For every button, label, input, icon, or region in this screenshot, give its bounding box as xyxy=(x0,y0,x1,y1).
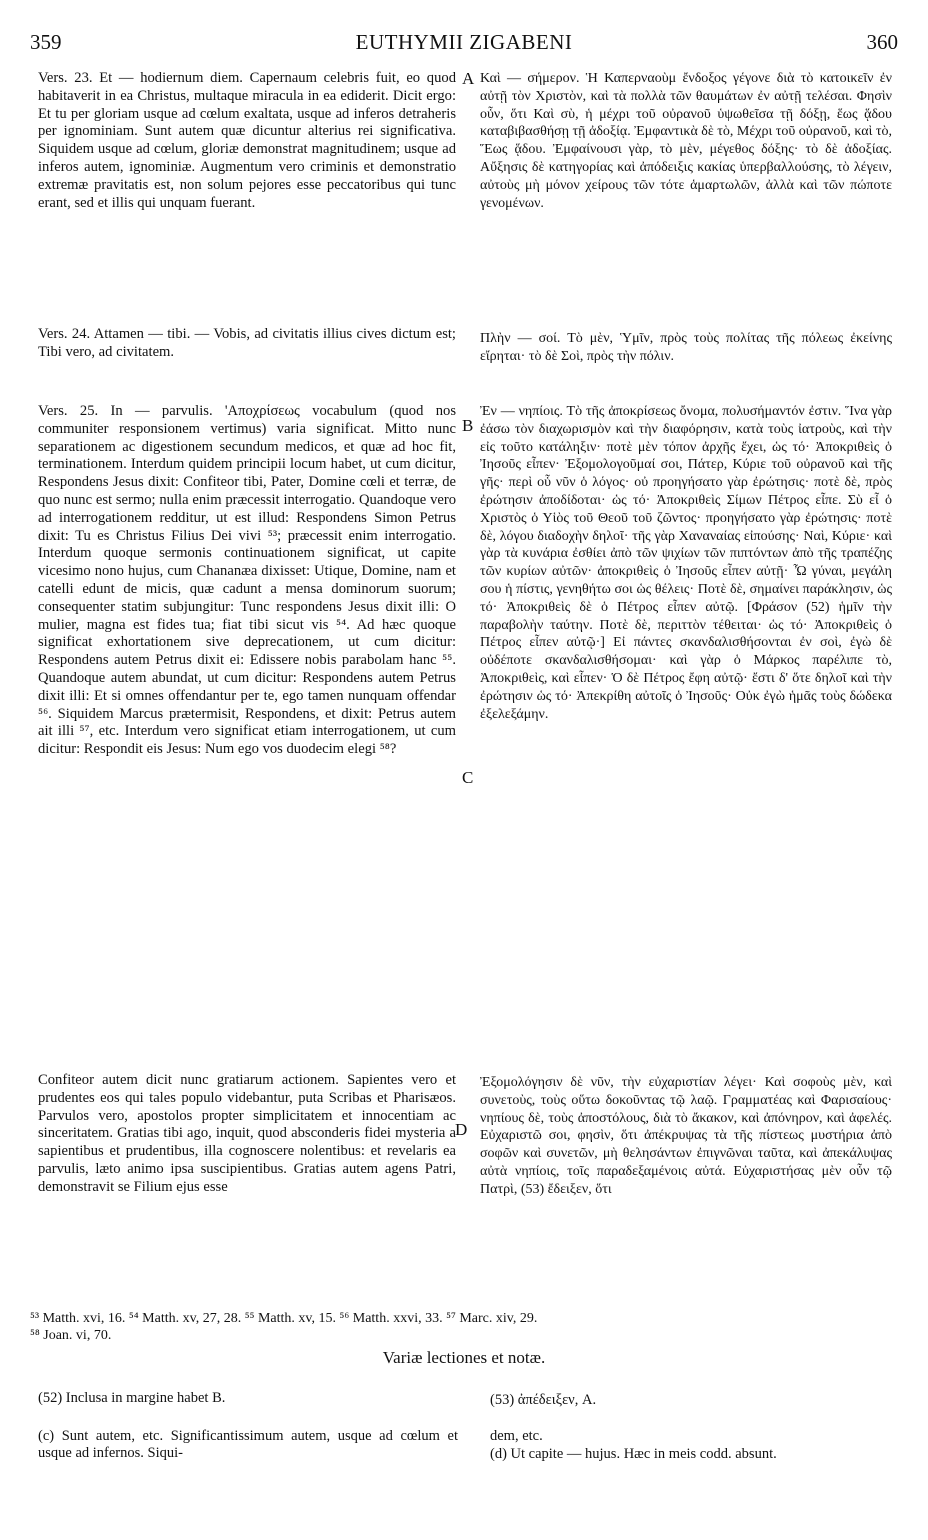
page-number-right: 360 xyxy=(866,30,898,54)
variant-note-c-cont: dem, etc. xyxy=(490,1428,543,1444)
greek-vers-25: Ἐν — νηπίοις. Τὸ τῆς ἀποκρίσεως ὄνομα, πολυσήμαντόν ἐστιν. Ἵνα γὰρ ἐάσω τὸν διαχωρισμὸν καὶ τὴν διαφόρησιν, κατὰ τοὺς ἰατροὺς, καὶ τὴν εἰς τοῦτο κατάληξιν· ποτὲ μὲν τόπον ἀρχῆς ἔχει, ὡς τό· Ἀποκριθεὶς ὁ Ἰησοῦς εἶπεν· Ἐξομολογοῦμαί σοι, Πάτερ, Κύριε τοῦ οὐρανοῦ καὶ τῆς γῆς· περὶ οὗ νῦν ὁ λόγος· οὐ προηγήσατο γὰρ ἐρώτησις· ποτὲ δὲ, πρὸς ἐρώτησιν ἀποδίδοται· ὡς τό· Ἀποκριθεὶς Σίμων Πέτρος εἶπε. Σὺ εἶ ὁ Χριστὸς ὁ Υἱὸς τοῦ Θεοῦ τοῦ ζῶντος· προηγήσατο γὰρ ἐρώτησις· ποτὲ δὲ, λόγου διαδοχὴν δηλοῖ· τῆς γὰρ Χαναναίας εἰπούσης· Ναὶ, Κύριε· καὶ γὰρ τὰ κυνάρια ἐσθίει ἀπὸ τῶν ψιχίων τῶν πιπτόντων ἀπὸ τῆς τραπέζης τῶν κυρίων αὐτῶν· ἀποκριθεὶς ὁ Ἰησοῦς εἶπεν αὐτῇ· Ὦ γύναι, μεγάλη σου ἡ πίστις, γενηθήτω σοι ὡς θέλεις· Ποτὲ δὲ, σημαίνει παράκλησιν, ὡς τό· Ἀποκριθεὶς δὲ ὁ Πέτρος εἶπεν αὐτῷ. [Φράσον (52) ἡμῖν τὴν παραβολὴν ταύτην. Ποτὲ δὲ, περιττὸν τέθειται· ὡς τό· Ἀποκριθεὶς ὁ Πέτρος εἶπεν αὐτῷ·] Εἰ πάντες σκανδαλισθήσονται ἐν σοὶ, ἐγὼ δὲ οὐδέποτε σκανδαλισθήσομαι· καὶ γὰρ ὁ Μάρκος παρέλιπε τὸ, Ἀποκριθεὶς, καὶ εἶπεν· Ὁ δὲ Πέτρος ἔφη αὐτῷ· ἔστι δ' ὅτε δηλοῖ καὶ τὴν ἐρώτησιν ὡς τό· Ἀπεκρίθη αὐτοῖς ὁ Ἰησοῦς· Οὐκ ἐγὼ ἡμᾶς τοὺς δώδεκα ἐξελεξάμην. xyxy=(480,404,892,722)
greek-vers-24: Πλὴν — σοί. Τὸ μὲν, Ὑμῖν, πρὸς τοὺς πολίτας τῆς πόλεως ἐκείνης εἴρηται· τὸ δὲ Σοὶ, πρὸς τὴν πόλιν. xyxy=(480,331,892,364)
variant-note-d: (d) Ut capite — hujus. Hæc in meis codd. absunt. xyxy=(490,1446,777,1462)
latin-paragraph xyxy=(38,70,456,212)
latin-confiteor: Confiteor autem dicit nunc gratiarum actionem. Sapientes vero et prudentes eos qui tales populo videbantur, puta Scribas et Pharisæos. Parvulos vero, apostolos propter simplicitatem et innocentiam ac sinceritatem. Gratias tibi ago, inquit, quod absconderis fidei mysteria a sapientibus et prudentibus, illa cognoscere nolentibus: et revelaris ea parvulis, læto animo ipsa suscipientibus. Gratias autem agens Patri, demonstravit se Filium ejus esse xyxy=(38,1072,456,1195)
latin-paragraph xyxy=(38,326,456,362)
margin-letter-b: B xyxy=(462,416,474,435)
margin-letter-a: A xyxy=(462,69,475,88)
greek-paragraph xyxy=(480,330,892,366)
page-header xyxy=(30,30,898,58)
running-title: EUTHYMII ZIGABENI xyxy=(355,30,573,54)
greek-paragraph xyxy=(480,70,892,212)
greek-exomologesis: Ἐξομολόγησιν δὲ νῦν, τὴν εὐχαριστίαν λέγει· Καὶ σοφοὺς μὲν, καὶ συνετοὺς, τοὺς οὕτω δοκοῦντας τῷ λαῷ. Γραμματέας καὶ Φαρισαίους· νηπίους δὲ, τοὺς ἀποστόλους, διὰ τὸ ἄκακον, καὶ ἀπόνηρον, καὶ ἀφελές. Εὐχαριστῶ σοι, φησὶν, ὅτι ἀπέκρυψας τὰ τῆς πίστεως μυστήρια ἀπὸ σοφῶν καὶ συνετῶν, μὴ θελησάντων ἐπιγνῶναι ταῦτα, καὶ ἀπεκάλυψας αὐτὰ νηπίοις, τοῖς παραδεξαμένοις αὐτά. Εὐχαριστήσας μὲν οὖν τῷ Πατρὶ, (53) ἔδειξεν, ὅτι xyxy=(480,1075,892,1197)
greek-paragraph xyxy=(480,1074,892,1199)
footnote-line: ⁵⁸ Joan. vi, 70. xyxy=(30,1328,112,1343)
greek-vers-23: Καὶ — σήμερον. Ἡ Καπερναοὺμ ἔνδοξος γέγονε διὰ τὸ κατοικεῖν ἐν αὐτῇ τὸν Χριστὸν, καὶ τὰ πολλὰ τῶν θαυμάτων ἐν αὐτῇ τελέσαι. Φησὶν οὖν, ὅτι Καὶ σὺ, ἡ μέχρι τοῦ οὐρανοῦ ὑψωθεῖσα τῇ δόξῃ, ἕως ᾅδου καταβιβασθήσῃ τῇ ἀδοξίᾳ. Ἐμφαντικὰ δὲ τὸ, Μέχρι τοῦ οὐρανοῦ, καὶ τὸ, Ἕως ᾅδου. Ἐμφαίνουσι γὰρ, τὸ μὲν, μέγεθος δόξης· τὸ δὲ ἀδοξίας. Αὔξησις δὲ κατηγορίας καὶ ἀπόδειξις κακίας ὑπερβαλλούσης, τὸ λέγειν, αὐτοὺς μὴ μόνον χείρους τῶν τότε ἁμαρτωλῶν, ἀλλὰ καὶ τῶν πώποτε γενομένων. xyxy=(480,71,892,211)
latin-vers-23: Vers. 23. Et — hodiernum diem. Capernaum celebris fuit, eo quod habitaverit in ea Christus, multaque miracula in ea ediderit. Dicit ergo: Et tu per gloriam usque ad cœlum exaltata, usque ad inferos detraheris per ignominiam. Sunt autem quæ dicuntur alterius rei significativa. Siquidem usque ad cœlum, gloriæ demonstrat magnitudinem; usque ad inferos autem, ignominiæ. Augmentum vero criminis et demonstratio extremæ pravitatis est, non solum pejores esse peccatoribus qui tunc erant, sed et illis qui unquam fuerant. xyxy=(38,70,456,211)
variant-note-53: (53) ἀπέδειξεν, A. xyxy=(490,1392,597,1408)
variae-lectiones-title: Variæ lectiones et notæ. xyxy=(382,1348,546,1367)
footnote-line: ⁵³ Matth. xvi, 16. ⁵⁴ Matth. xv, 27, 28. ⁵⁵ Matth. xv, 15. ⁵⁶ Matth. xxvi, 33. ⁵⁷ Marc. xiv, 29. xyxy=(30,1311,538,1326)
latin-paragraph xyxy=(38,1072,456,1197)
margin-letter-d: D xyxy=(455,1120,468,1139)
latin-vers-24: Vers. 24. Attamen — tibi. — Vobis, ad civitatis illius cives dictum est; Tibi vero, ad civitatem. xyxy=(38,326,456,360)
latin-paragraph xyxy=(38,403,456,759)
page-number-left: 359 xyxy=(30,30,62,54)
latin-vers-25: Vers. 25. In — parvulis. 'Αποχρίσεως vocabulum (quod nos communiter responsionem vertimus) varia significat. Mitto nunc separationem ac digestionem secundum medicos, et quæ ad hoc fit, terminationem. Interdum quidem principii locum habet, ut cum dicitur, Respondens Jesus dixit: Confiteor tibi, Pater, Domine cœli et terræ, de quo nunc est sermo; nulla enim præcessit interrogatio. Quandoque vero ad interrogationem redditur, ut est illud: Respondens Simon Petrus dixit: Tu es Christus Filius Dei vivi ⁵³; præcessit enim interrogatio. Interdum quoque sermonis continuationem significat, ut capite vicesimo nono hujus, cum Chananæa dixisset: Utique, Domine, nam et catelli edunt de micis, quæ cadunt a mensa dominorum suorum; consequenter statim subjungitur: Tunc respondens Jesus dixit illi: O mulier, magna est fides tua; fiat tibi sicut vis ⁵⁴. Ad hæc quoque significat exhortationem sive deprecationem, ut cum dicitur: Respondens autem Petrus dixit ei: Edissere nobis parabolam hanc ⁵⁵. Quandoque autem abundat, ut cum dicitur: Respondens autem Petrus dixit illi: Et si omnes offendantur per te, ego tamen nunquam offendar ⁵⁶. Siquidem Marcus prætermisit, Respondens, et dixit: Petrus autem ait illi ⁵⁷, etc. Interdum vero significat etiam interrogationem, ut cum dicitur: Respondit eis Jesus: Num ego vos duodecim elegi ⁵⁸? xyxy=(38,403,456,758)
greek-paragraph xyxy=(480,403,892,723)
variant-note-52: (52) Inclusa in margine habet B. xyxy=(38,1390,226,1406)
margin-letter-c: C xyxy=(462,768,474,787)
variant-note-c: (c) Sunt autem, etc. Significantissimum autem, usque ad cœlum et usque ad infernos. Siqui- xyxy=(38,1428,458,1461)
